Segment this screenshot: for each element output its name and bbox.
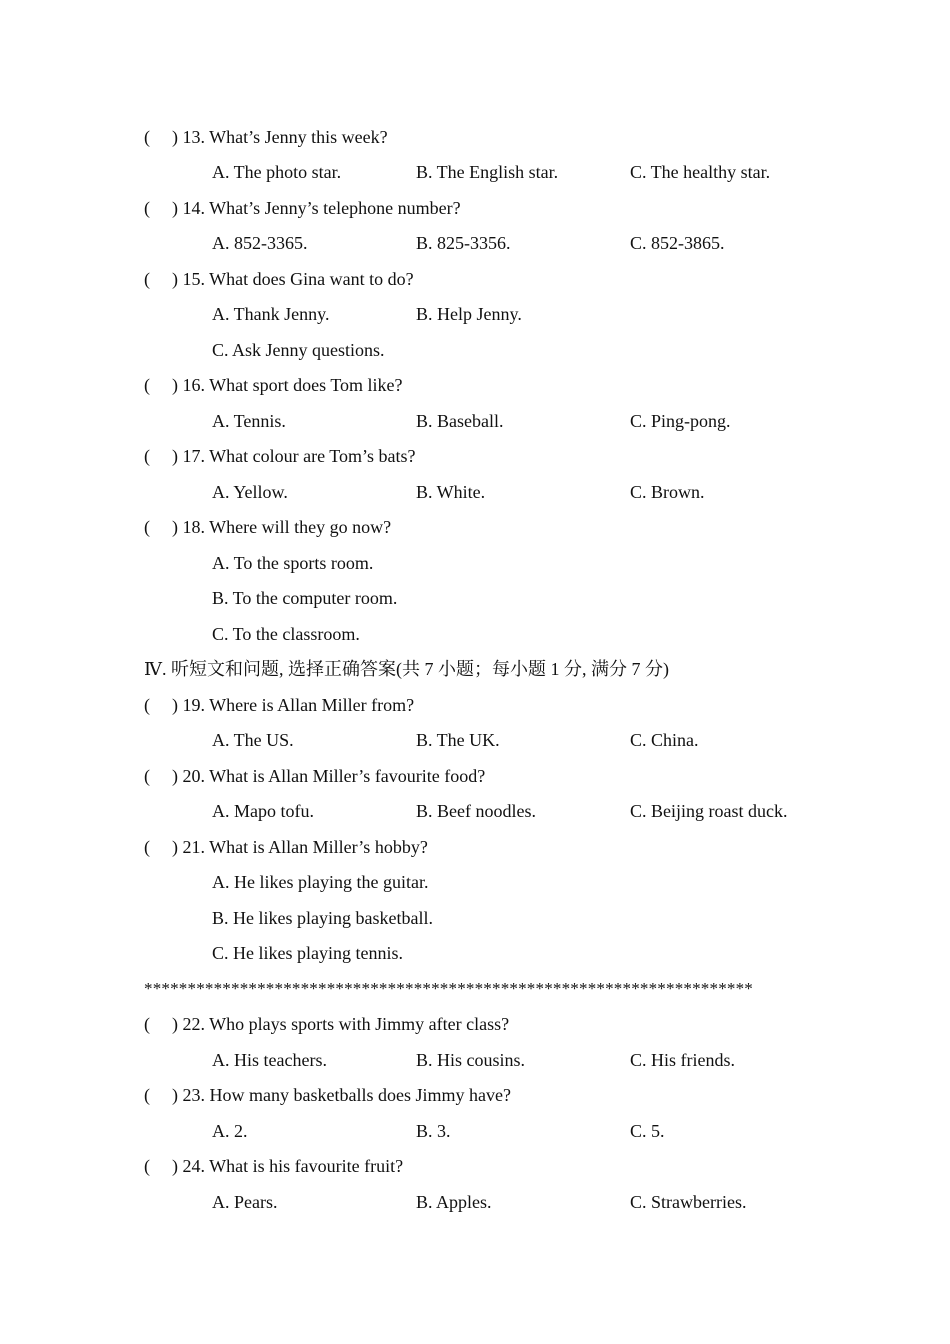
option-a: A. He likes playing the guitar. <box>212 872 429 892</box>
question-22 <box>144 1013 509 1035</box>
option-a: A. 852-3365. <box>212 233 308 253</box>
question-23 <box>144 1084 511 1106</box>
option-a: A. The photo star. <box>212 162 342 182</box>
question-stem: ) 17. What colour are Tom’s bats? <box>172 446 416 466</box>
answer-bracket: ( <box>144 766 150 786</box>
answer-bracket: ( <box>144 127 150 147</box>
option-a: A. Mapo tofu. <box>212 801 314 821</box>
question-19 <box>144 694 414 716</box>
option-a: A. 2. <box>212 1121 248 1141</box>
option-a: A. The US. <box>212 730 294 750</box>
option-a: A. Yellow. <box>212 482 288 502</box>
answer-bracket: ( <box>144 375 150 395</box>
option-b: B. Beef noodles. <box>416 801 536 821</box>
question-stem: ) 15. What does Gina want to do? <box>172 269 414 289</box>
answer-bracket: ( <box>144 1085 150 1105</box>
question-16 <box>144 374 403 396</box>
question-stem: ) 21. What is Allan Miller’s hobby? <box>172 837 428 857</box>
question-20 <box>144 765 485 787</box>
option-c: C. 5. <box>630 1121 665 1141</box>
answer-bracket: ( <box>144 837 150 857</box>
option-a: A. To the sports room. <box>212 553 374 573</box>
option-b: B. To the computer room. <box>212 588 398 608</box>
option-c: C. Ask Jenny questions. <box>212 340 385 360</box>
question-stem: ) 23. How many basketballs does Jimmy have? <box>172 1085 511 1105</box>
option-a: A. His teachers. <box>212 1050 327 1070</box>
answer-bracket: ( <box>144 1156 150 1176</box>
question-17 <box>144 445 416 467</box>
option-a: A. Tennis. <box>212 411 286 431</box>
option-b: B. His cousins. <box>416 1050 526 1070</box>
answer-bracket: ( <box>144 695 150 715</box>
answer-bracket: ( <box>144 198 150 218</box>
option-b: B. White. <box>416 482 486 502</box>
answer-bracket: ( <box>144 517 150 537</box>
option-b: B. The English star. <box>416 162 559 182</box>
question-stem: ) 18. Where will they go now? <box>172 517 392 537</box>
question-18 <box>144 516 391 538</box>
option-c: C. His friends. <box>630 1050 735 1070</box>
section-title: Ⅳ. 听短文和问题, 选择正确答案(共 7 小题；每小题 1 分, 满分 7 分) <box>144 659 669 679</box>
question-stem: ) 16. What sport does Tom like? <box>172 375 403 395</box>
answer-bracket: ( <box>144 1014 150 1034</box>
option-c: C. Brown. <box>630 482 705 502</box>
option-c: C. He likes playing tennis. <box>212 943 403 963</box>
question-stem: ) 19. Where is Allan Miller from? <box>172 695 415 715</box>
option-b: B. Baseball. <box>416 411 504 431</box>
option-c: C. Ping-pong. <box>630 411 731 431</box>
option-b: B. Help Jenny. <box>416 304 522 324</box>
option-a: A. Thank Jenny. <box>212 304 330 324</box>
option-b: B. 3. <box>416 1121 451 1141</box>
option-b: B. He likes playing basketball. <box>212 908 433 928</box>
question-14 <box>144 197 461 219</box>
option-a: A. Pears. <box>212 1192 278 1212</box>
option-c: C. Strawberries. <box>630 1192 747 1212</box>
question-15 <box>144 268 414 290</box>
question-stem: ) 20. What is Allan Miller’s favourite food? <box>172 766 486 786</box>
separator-line: ********************************************************************** <box>144 979 753 998</box>
question-stem: ) 14. What’s Jenny’s telephone number? <box>172 198 461 218</box>
answer-bracket: ( <box>144 269 150 289</box>
option-c: C. To the classroom. <box>212 624 360 644</box>
question-stem: ) 24. What is his favourite fruit? <box>172 1156 404 1176</box>
answer-bracket: ( <box>144 446 150 466</box>
option-c: C. China. <box>630 730 699 750</box>
option-b: B. The UK. <box>416 730 500 750</box>
option-c: C. Beijing roast duck. <box>630 801 788 821</box>
option-c: C. 852-3865. <box>630 233 725 253</box>
question-13 <box>144 126 388 148</box>
question-24 <box>144 1155 403 1177</box>
question-21 <box>144 836 428 858</box>
question-stem: ) 13. What’s Jenny this week? <box>172 127 388 147</box>
option-c: C. The healthy star. <box>630 162 771 182</box>
question-stem: ) 22. Who plays sports with Jimmy after class? <box>172 1014 510 1034</box>
option-b: B. Apples. <box>416 1192 492 1212</box>
option-b: B. 825-3356. <box>416 233 511 253</box>
